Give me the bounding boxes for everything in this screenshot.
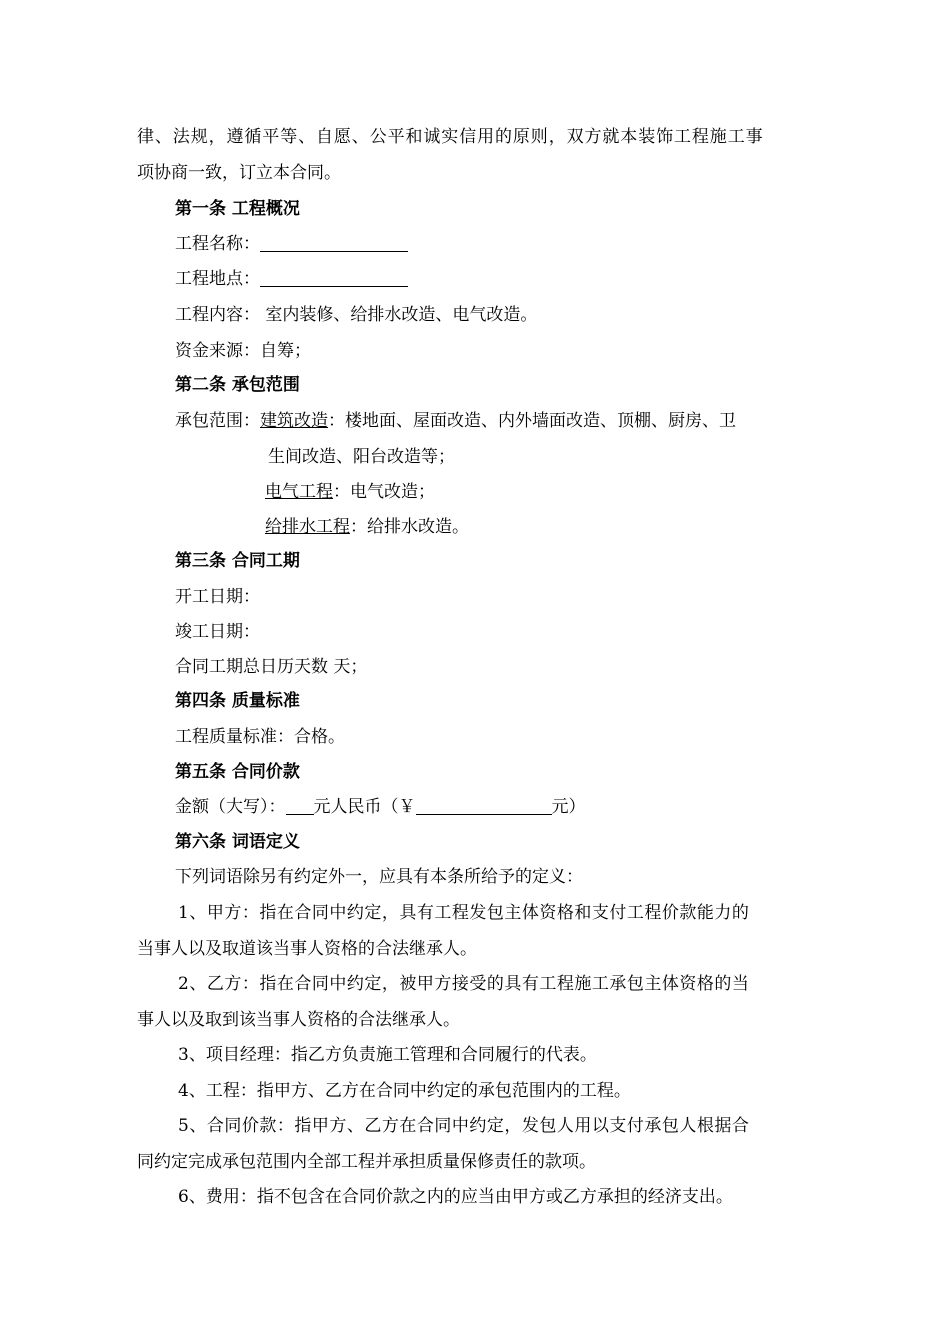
scope-row-plumbing (265, 516, 469, 538)
quality-standard: 工程质量标准：合格。 (175, 727, 345, 747)
fund-source: 资金来源：自筹； (175, 341, 311, 361)
definition-3: 3、项目经理：指乙方负责施工管理和合同履行的代表。 (178, 1045, 597, 1065)
definition-5-line-2: 同约定完成承包范围内全部工程并承担质量保修责任的款项。 (137, 1152, 596, 1172)
scope-row-2: 生间改造、阳台改造等； (268, 447, 455, 467)
definition-1-line-2: 当事人以及取道该当事人资格的合法继承人。 (137, 939, 477, 959)
definition-4: 4、工程：指甲方、乙方在合同中约定的承包范围内的工程。 (178, 1081, 631, 1101)
scope-row-1 (175, 410, 736, 432)
amount-figures-blank (416, 797, 552, 815)
plumbing-text: ：给排水改造。 (350, 517, 469, 537)
amount-label: 金额（大写）： (175, 797, 286, 817)
project-site-label: 工程地点： (175, 269, 260, 289)
definition-6: 6、费用：指不包含在合同价款之内的应当由甲方或乙方承担的经济支出。 (178, 1187, 733, 1207)
article-2-heading: 第二条 承包范围 (175, 375, 300, 395)
civil-works-text-1: ：楼地面、屋面改造、内外墙面改造、顶棚、厨房、卫 (328, 411, 736, 431)
definition-2-line-1: 2、乙方：指在合同中约定，被甲方接受的具有工程施工承包主体资格的当 (178, 974, 750, 994)
electrical-label: 电气工程 (265, 482, 333, 502)
project-site-blank (260, 269, 408, 287)
plumbing-label: 给排水工程 (265, 517, 350, 537)
start-date: 开工日期： (175, 587, 260, 607)
definitions-lead: 下列词语除另有约定外一，应具有本条所给予的定义： (175, 867, 583, 887)
project-content-value: 室内装修、给排水改造、电气改造。 (260, 305, 538, 325)
definition-1-line-1: 1、甲方：指在合同中约定，具有工程发包主体资格和支付工程价款能力的 (178, 903, 750, 923)
article-3-heading: 第三条 合同工期 (175, 551, 300, 571)
project-name-blank (260, 234, 408, 252)
amount-mid-text: 元人民币（￥ (313, 797, 416, 817)
electrical-text: ：电气改造； (333, 482, 435, 502)
project-content-label: 工程内容： (175, 305, 260, 325)
amount-words-blank (286, 797, 314, 815)
amount-end-text: 元） (551, 797, 586, 817)
article-1-heading: 第一条 工程概况 (175, 199, 300, 219)
scope-row-electrical (265, 481, 435, 503)
project-site-row (175, 268, 408, 290)
article-4-heading: 第四条 质量标准 (175, 691, 300, 711)
civil-works-label: 建筑改造 (260, 411, 328, 431)
article-6-heading: 第六条 词语定义 (175, 832, 300, 852)
end-date: 竣工日期： (175, 622, 260, 642)
definition-2-line-2: 事人以及取到该当事人资格的合法继承人。 (137, 1010, 460, 1030)
project-name-label: 工程名称： (175, 234, 260, 254)
intro-line-2: 项协商一致，订立本合同。 (137, 163, 341, 183)
definition-5-line-1: 5、合同价款：指甲方、乙方在合同中约定，发包人用以支付承包人根据合 (178, 1116, 750, 1136)
project-content-row (175, 304, 537, 326)
article-5-heading: 第五条 合同价款 (175, 762, 300, 782)
contract-amount-row (175, 796, 586, 818)
scope-label: 承包范围： (175, 411, 260, 431)
total-days: 合同工期总日历天数 天； (175, 657, 368, 677)
intro-line-1: 律、法规，遵循平等、自愿、公平和诚实信用的原则，双方就本装饰工程施工事 (137, 127, 764, 147)
project-name-row (175, 233, 408, 255)
